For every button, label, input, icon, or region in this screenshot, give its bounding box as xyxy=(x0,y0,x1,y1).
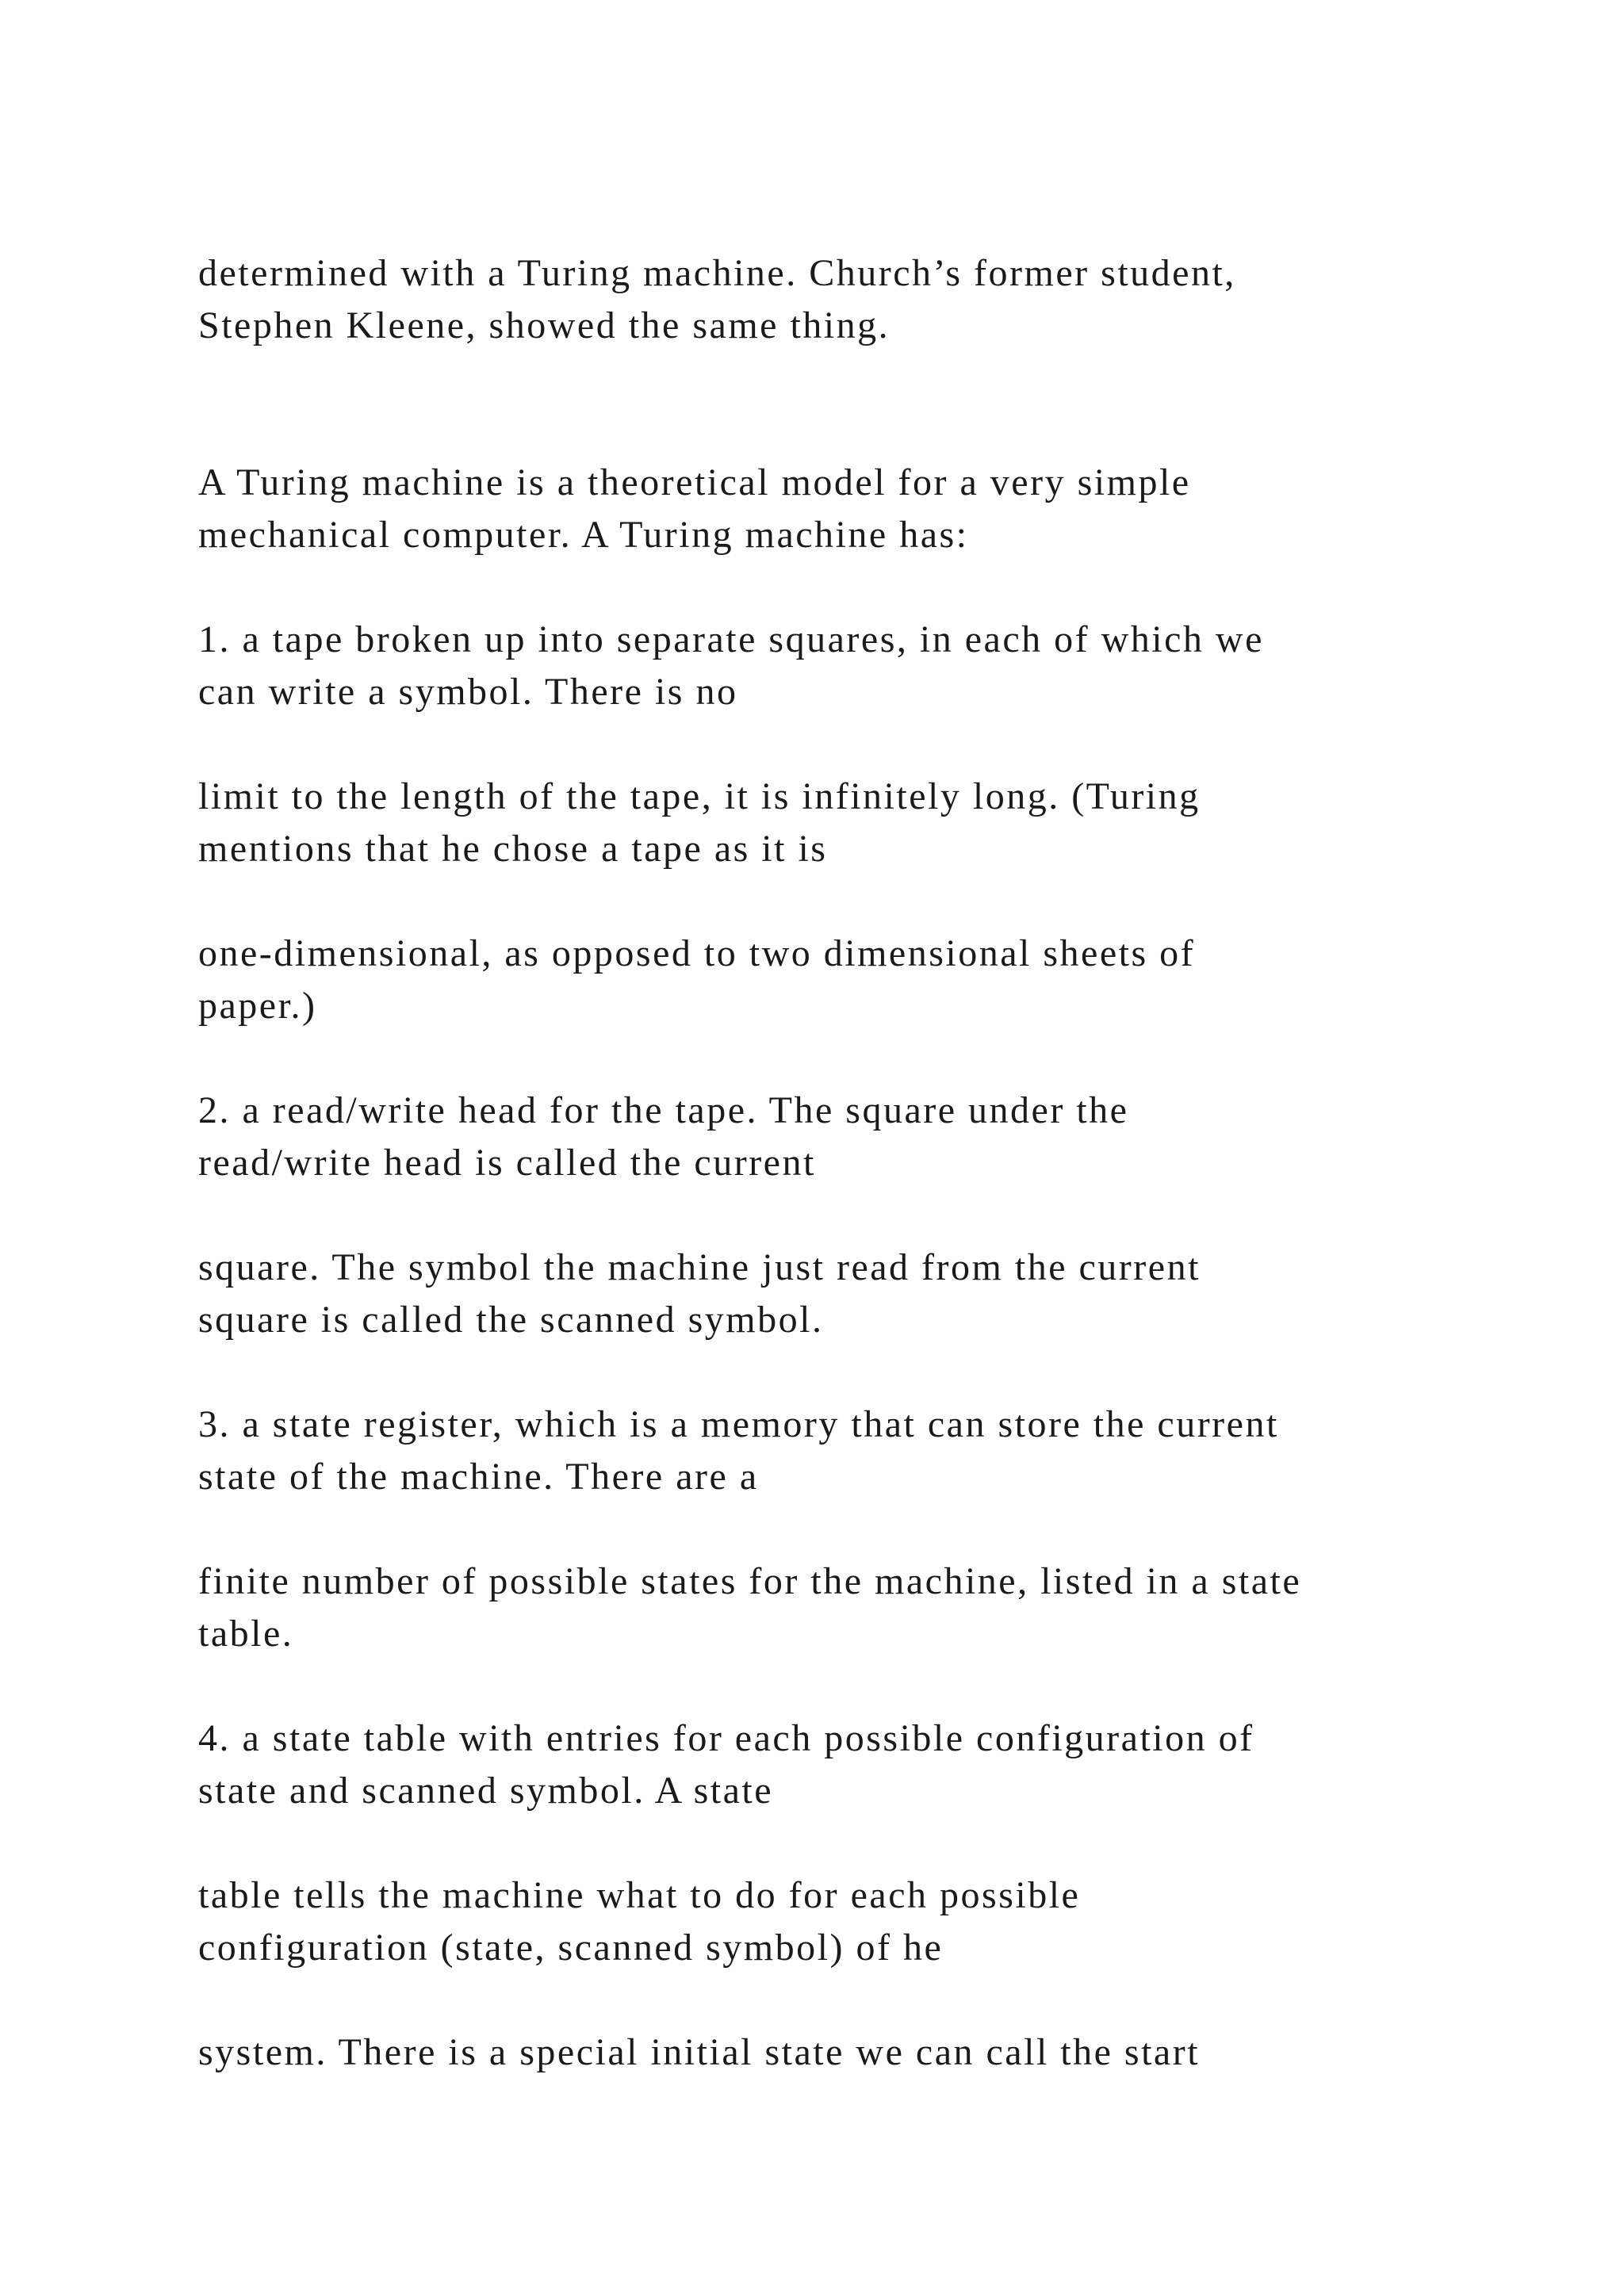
text-line: mentions that he chose a tape as it is xyxy=(198,828,828,870)
paragraph xyxy=(198,1869,1483,1974)
text-line: mechanical computer. A Turing machine has: xyxy=(198,514,969,556)
text-line: 3. a state register, which is a memory that can store the current xyxy=(198,1403,1279,1445)
paragraph xyxy=(198,1556,1483,1660)
text-line: system. There is a special initial state we can call the start xyxy=(198,2031,1201,2073)
text-line: table tells the machine what to do for each possible xyxy=(198,1874,1081,1916)
text-line: configuration (state, scanned symbol) of he xyxy=(198,1927,944,1969)
text-line: one-dimensional, as opposed to two dimensional sheets of xyxy=(198,932,1196,974)
paragraph xyxy=(198,1399,1483,1503)
paragraph xyxy=(198,2026,1483,2079)
text-line: read/write head is called the current xyxy=(198,1142,816,1184)
text-line: can write a symbol. There is no xyxy=(198,671,738,713)
text-line: finite number of possible states for the machine, listed in a state xyxy=(198,1560,1302,1602)
text-line: table. xyxy=(198,1613,294,1655)
paragraph xyxy=(198,1242,1483,1346)
text-line: 2. a read/write head for the tape. The square under the xyxy=(198,1089,1129,1131)
paragraph xyxy=(198,1712,1483,1817)
text-line: square. The symbol the machine just read from the current xyxy=(198,1246,1201,1288)
text-line: square is called the scanned symbol. xyxy=(198,1299,824,1341)
text-line: state and scanned symbol. A state xyxy=(198,1770,774,1812)
text-line: Stephen Kleene, showed the same thing. xyxy=(198,304,891,346)
text-line: 4. a state table with entries for each possible configuration of xyxy=(198,1717,1254,1759)
paragraph xyxy=(198,247,1483,352)
text-line: state of the machine. There are a xyxy=(198,1456,759,1498)
paragraph xyxy=(198,614,1483,718)
text-line: 1. a tape broken up into separate squares, in each of which we xyxy=(198,618,1264,660)
text-line: determined with a Turing machine. Church’s former student, xyxy=(198,252,1236,294)
text-line: limit to the length of the tape, it is infinitely long. (Turing xyxy=(198,775,1201,817)
paragraph xyxy=(198,457,1483,561)
text-line: paper.) xyxy=(198,985,317,1027)
text-line: A Turing machine is a theoretical model for a very simple xyxy=(198,461,1191,503)
paragraph xyxy=(198,928,1483,1032)
paragraph xyxy=(198,1085,1483,1189)
paragraph xyxy=(198,771,1483,875)
